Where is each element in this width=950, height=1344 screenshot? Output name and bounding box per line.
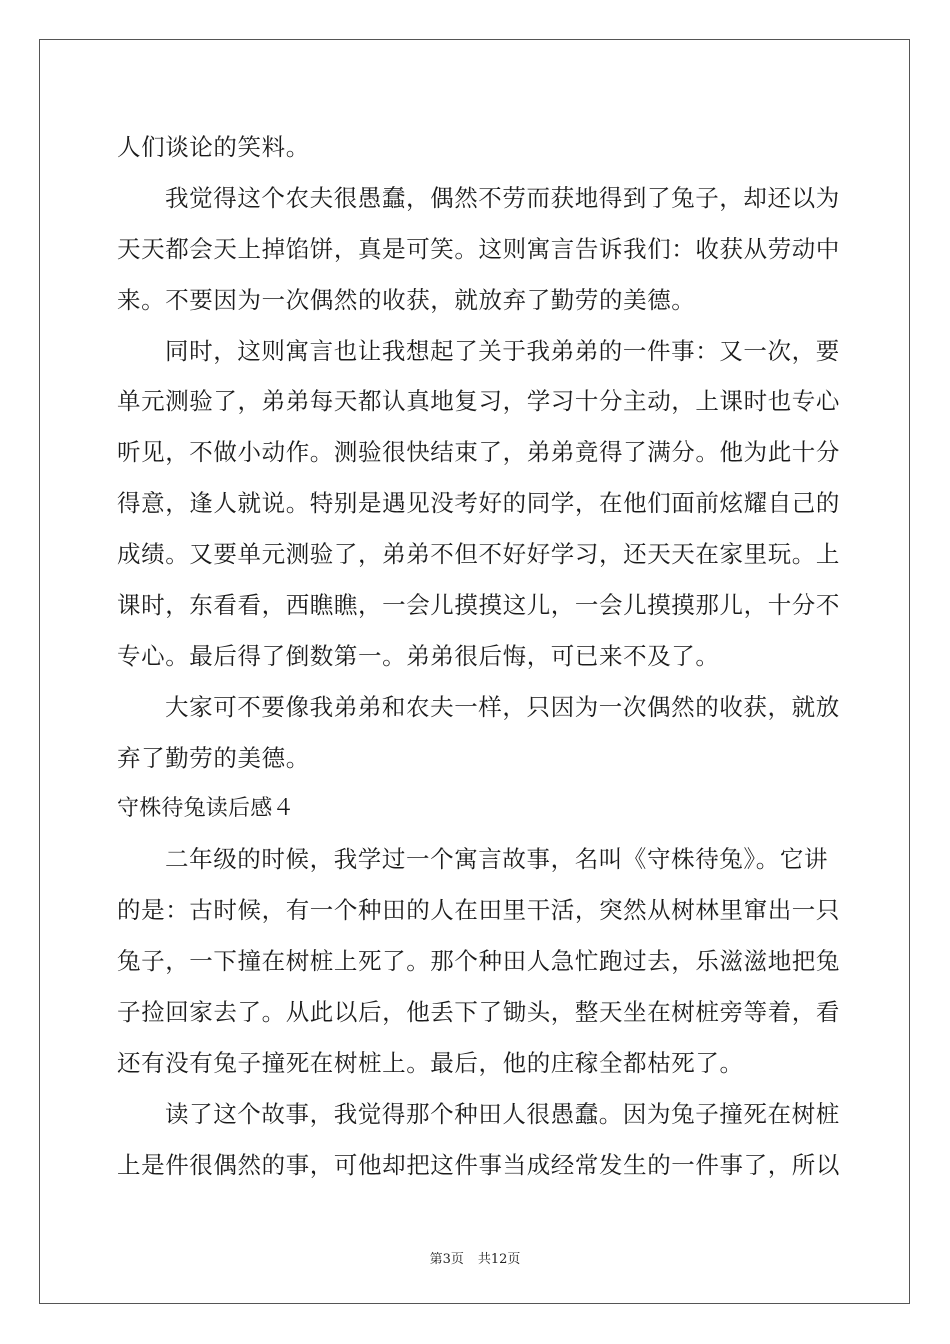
text-line: 单元测验了，弟弟每天都认真地复习，学习十分主动，上课时也专心 [117, 387, 840, 416]
document-body [117, 122, 840, 1191]
section-heading: 守株待兔读后感４ [117, 795, 295, 821]
page-number: 第3页 [429, 1252, 464, 1267]
paragraph-start: 读了这个故事，我觉得那个种田人很愚蠢。因为兔子撞死在树桩 [165, 1099, 840, 1128]
paragraph-start: 同时，这则寓言也让我想起了关于我弟弟的一件事：又一次，要 [165, 336, 840, 365]
page-footer [0, 1248, 950, 1267]
page-total: 共12页 [477, 1252, 521, 1267]
text-line: 来。不要因为一次偶然的收获，就放弃了勤劳的美德。 [117, 285, 696, 314]
paragraph-start: 大家可不要像我弟弟和农夫一样，只因为一次偶然的收获，就放 [165, 692, 840, 721]
text-line: 得意，逢人就说。特别是遇见没考好的同学，在他们面前炫耀自己的 [117, 489, 840, 518]
text-line: 兔子，一下撞在树桩上死了。那个种田人急忙跑过去，乐滋滋地把兔 [117, 947, 840, 976]
paragraph-start: 二年级的时候，我学过一个寓言故事，名叫《守株待兔》。它讲 [165, 845, 829, 874]
text-line: 专心。最后得了倒数第一。弟弟很后悔，可已来不及了。 [117, 641, 720, 670]
text-line: 子捡回家去了。从此以后，他丢下了锄头，整天坐在树桩旁等着，看 [117, 998, 840, 1027]
text-line: 上是件很偶然的事，可他却把这件事当成经常发生的一件事了，所以 [117, 1150, 840, 1179]
text-line: 课时，东看看，西瞧瞧，一会儿摸摸这儿，一会儿摸摸那儿，十分不 [117, 591, 840, 620]
text-line: 成绩。又要单元测验了，弟弟不但不好好学习，还天天在家里玩。上 [117, 540, 840, 569]
text-line: 的是：古时候，有一个种田的人在田里干活，突然从树林里窜出一只 [117, 896, 840, 925]
text-line: 听见，不做小动作。测验很快结束了，弟弟竟得了满分。他为此十分 [117, 438, 840, 467]
paragraph-start: 我觉得这个农夫很愚蠢，偶然不劳而获地得到了兔子，却还以为 [165, 183, 840, 212]
text-line: 天天都会天上掉馅饼，真是可笑。这则寓言告诉我们：收获从劳动中 [117, 234, 840, 263]
text-line: 人们谈论的笑料。 [117, 133, 310, 161]
text-line: 还有没有兔子撞死在树桩上。最后，他的庄稼全都枯死了。 [117, 1049, 744, 1078]
text-line: 弃了勤劳的美德。 [117, 743, 310, 772]
